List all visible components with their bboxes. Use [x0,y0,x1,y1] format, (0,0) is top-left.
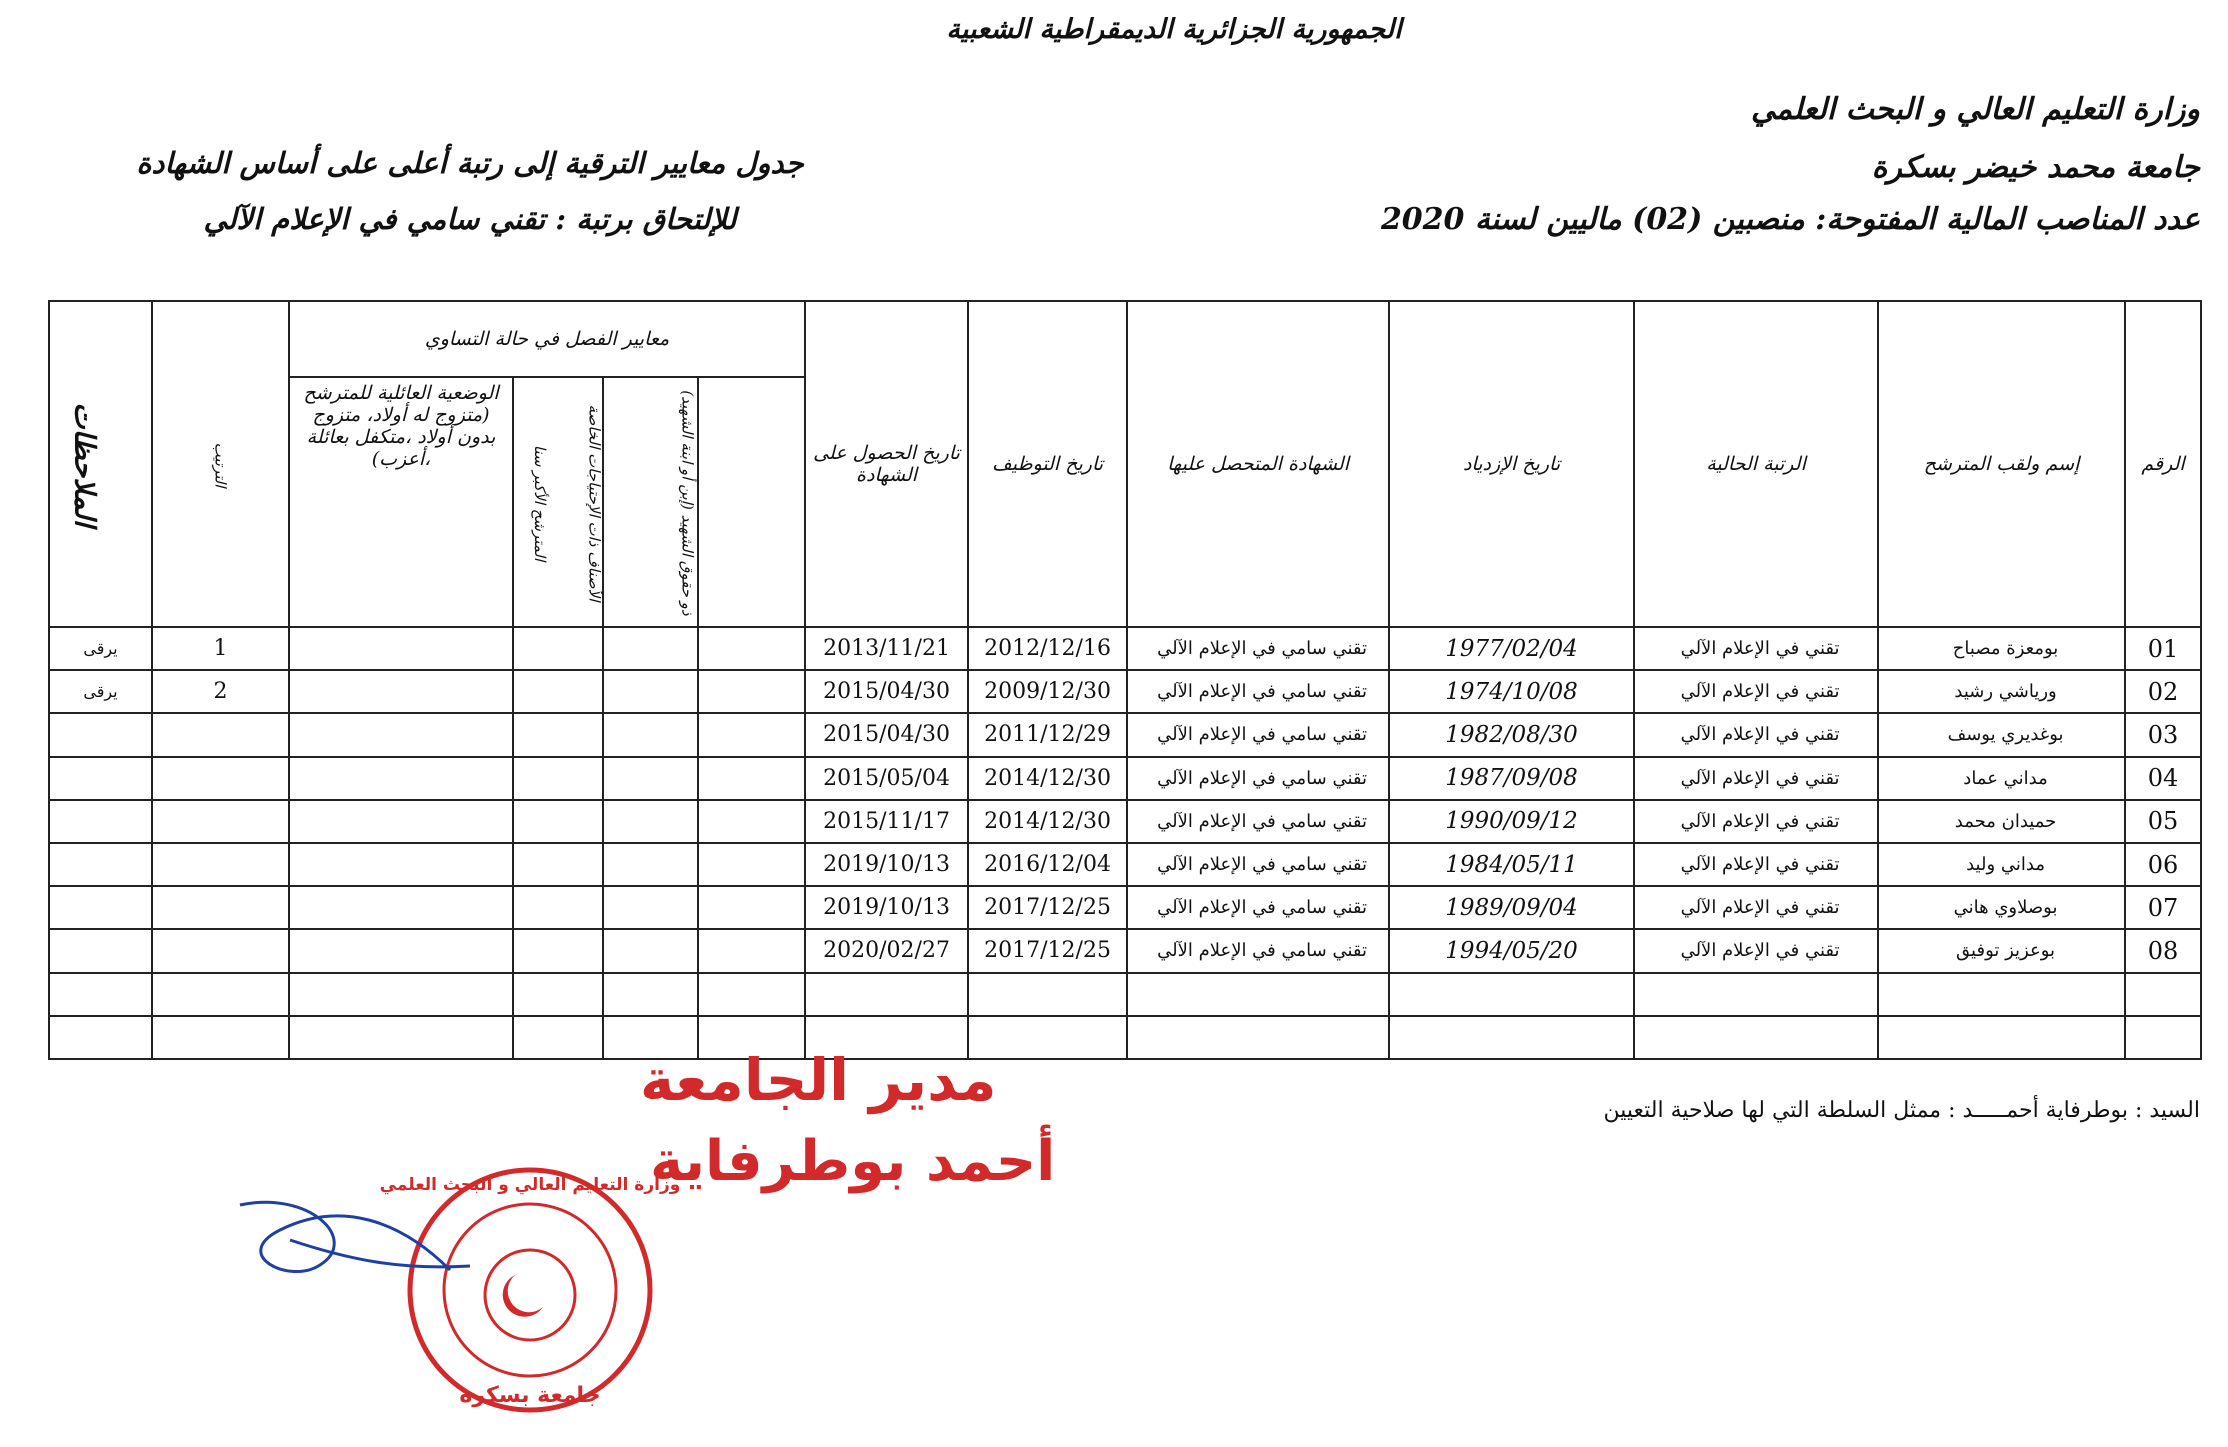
candidates-body [49,627,2201,1059]
cell-hire-date: 2012/12/16 [968,627,1127,670]
cell-martyr [698,800,805,843]
cell-oldest [513,713,603,756]
cell-martyr [698,670,805,713]
cell-grade: تقني في الإعلام الآلي [1634,843,1878,886]
cell-certificate: تقني سامي في الإعلام الآلي [1127,627,1389,670]
col-grade: الرتبة الحالية [1634,301,1878,627]
cell-note [49,713,152,756]
col-notes [49,301,152,627]
col-rank-label: الترتيب [211,442,230,488]
cell-oldest [513,670,603,713]
cell-cert-date: 2020/02/27 [805,929,968,972]
cell-special-needs [603,800,698,843]
cell-oldest [513,800,603,843]
cell-cert-date: 2015/04/30 [805,713,968,756]
col-cert-date: تاريخ الحصول على الشهادة [805,301,968,627]
cell-birth-date [1389,1016,1634,1059]
cell-name [1878,1016,2125,1059]
cell-special-needs [603,757,698,800]
cell-name: حميدان محمد [1878,800,2125,843]
table-row [49,670,2201,713]
col-family: الوضعية العائلية للمترشح (متزوج له أولاد، متزوج بدون أولاد ،متكفل بعائلة ،أعزب) [289,377,513,627]
cell-certificate: تقني سامي في الإعلام الآلي [1127,843,1389,886]
table-title: جدول معايير الترقية إلى رتبة أعلى على أساس الشهادة [136,146,804,180]
cell-num: 03 [2125,713,2201,756]
cell-name: بوغديري يوسف [1878,713,2125,756]
cell-birth-date: 1994/05/20 [1389,929,1634,972]
cell-family [289,627,513,670]
cell-name [1878,973,2125,1016]
cell-grade: تقني في الإعلام الآلي [1634,929,1878,972]
cell-oldest [513,843,603,886]
cell-cert-date: 2015/05/04 [805,757,968,800]
cell-birth-date: 1977/02/04 [1389,627,1634,670]
col-name: إسم ولقب المترشح [1878,301,2125,627]
cell-name: ورياشي رشيد [1878,670,2125,713]
cell-grade: تقني في الإعلام الآلي [1634,713,1878,756]
stamp-title: مدير الجامعة [640,1046,997,1114]
col-oldest-label: المترشح الأكبر سنا [530,444,549,562]
cell-birth-date: 1989/09/04 [1389,886,1634,929]
cell-grade: تقني في الإعلام الآلي [1634,627,1878,670]
cell-cert-date [805,973,968,1016]
cell-certificate: تقني سامي في الإعلام الآلي [1127,713,1389,756]
cell-family [289,973,513,1016]
cell-num: 04 [2125,757,2201,800]
cell-certificate: تقني سامي في الإعلام الآلي [1127,886,1389,929]
cell-rank [152,800,289,843]
cell-birth-date [1389,973,1634,1016]
cell-family [289,670,513,713]
cell-hire-date: 2009/12/30 [968,670,1127,713]
cell-hire-date: 2014/12/30 [968,757,1127,800]
cell-num [2125,973,2201,1016]
cell-certificate [1127,973,1389,1016]
table-row [49,973,2201,1016]
cell-hire-date: 2014/12/30 [968,800,1127,843]
table-row [49,713,2201,756]
cell-note [49,929,152,972]
cell-certificate: تقني سامي في الإعلام الآلي [1127,800,1389,843]
cell-martyr [698,627,805,670]
cell-name: مداني عماد [1878,757,2125,800]
cell-family [289,843,513,886]
round-seal [380,1170,681,1410]
cell-num: 08 [2125,929,2201,972]
cell-rank [152,713,289,756]
col-birth: تاريخ الإزدياد [1389,301,1634,627]
cell-certificate: تقني سامي في الإعلام الآلي [1127,757,1389,800]
cell-note: يرقى [49,670,152,713]
cell-martyr [698,929,805,972]
cell-num [2125,1016,2201,1059]
cell-num: 02 [2125,670,2201,713]
cell-num: 01 [2125,627,2201,670]
republic-heading: الجمهورية الجزائرية الديمقراطية الشعبية [946,14,1402,45]
col-martyr-label: ذو حقوق الشهيد (إبن أو ابنة الشهيد) [678,390,697,616]
cell-special-needs [603,627,698,670]
cell-certificate [1127,1016,1389,1059]
criteria-table [48,300,2202,1060]
cell-hire-date: 2011/12/29 [968,713,1127,756]
cell-note [49,843,152,886]
table-row [49,886,2201,929]
col-tie-criteria: معايير الفصل في حالة التساوي [289,301,805,377]
cell-note [49,1016,152,1059]
cell-family [289,886,513,929]
cell-martyr [698,713,805,756]
cell-birth-date: 1984/05/11 [1389,843,1634,886]
col-rank [152,301,289,627]
cell-rank: 1 [152,627,289,670]
cell-rank [152,973,289,1016]
cell-special-needs [603,843,698,886]
target-grade-title: للإلتحاق برتبة : تقني سامي في الإعلام الآلي [203,202,737,236]
cell-name: مداني وليد [1878,843,2125,886]
cell-note [49,886,152,929]
cell-special-needs [603,713,698,756]
cell-special-needs [603,886,698,929]
cell-rank [152,886,289,929]
cell-grade [1634,973,1878,1016]
cell-rank [152,757,289,800]
cell-cert-date: 2019/10/13 [805,886,968,929]
cell-oldest [513,627,603,670]
cell-oldest [513,886,603,929]
cell-grade: تقني في الإعلام الآلي [1634,670,1878,713]
cell-rank: 2 [152,670,289,713]
col-hire: تاريخ التوظيف [968,301,1127,627]
cell-note [49,757,152,800]
appointing-authority: السيد : بوطرفاية أحمـــــد : ممثل السلطة التي لها صلاحية التعيين [1603,1098,2200,1123]
open-posts-line: عدد المناصب المالية المفتوحة: منصبين (02) ماليين لسنة 2020 [1380,202,2200,237]
cell-special-needs [603,929,698,972]
cell-cert-date: 2019/10/13 [805,843,968,886]
cell-note [49,800,152,843]
cell-special-needs [603,670,698,713]
ministry-heading: وزارة التعليم العالي و البحث العلمي [1751,92,2200,127]
cell-cert-date: 2015/04/30 [805,670,968,713]
cell-hire-date: 2016/12/04 [968,843,1127,886]
cell-name: بوعزيز توفيق [1878,929,2125,972]
cell-family [289,713,513,756]
cell-grade: تقني في الإعلام الآلي [1634,886,1878,929]
cell-birth-date: 1974/10/08 [1389,670,1634,713]
cell-note: يرقى [49,627,152,670]
table-row [49,627,2201,670]
col-num: الرقم [2125,301,2201,627]
cell-certificate: تقني سامي في الإعلام الآلي [1127,929,1389,972]
cell-name: بومعزة مصباح [1878,627,2125,670]
cell-hire-date: 2017/12/25 [968,929,1127,972]
cell-hire-date: 2017/12/25 [968,886,1127,929]
seal-ministry: وزارة التعليم العالي و البحث العلمي [379,1175,681,1195]
cell-num: 07 [2125,886,2201,929]
col-special-needs-label: الأصناف ذات الإحتياجات الخاصة [585,404,604,602]
cell-grade: تقني في الإعلام الآلي [1634,757,1878,800]
cell-cert-date: 2013/11/21 [805,627,968,670]
cell-oldest [513,929,603,972]
cell-num: 05 [2125,800,2201,843]
cell-hire-date [968,973,1127,1016]
seal-university: جامعة بسكرة [459,1383,601,1408]
table-row [49,929,2201,972]
cell-birth-date: 1982/08/30 [1389,713,1634,756]
col-notes-label: الملاحظات [68,401,102,527]
university-heading: جامعة محمد خيضر بسكرة [1871,150,2200,185]
cell-birth-date: 1987/09/08 [1389,757,1634,800]
cell-rank [152,929,289,972]
cell-num: 06 [2125,843,2201,886]
cell-certificate: تقني سامي في الإعلام الآلي [1127,670,1389,713]
cell-martyr [698,843,805,886]
cell-oldest [513,973,603,1016]
cell-martyr [698,973,805,1016]
cell-family [289,929,513,972]
cell-note [49,973,152,1016]
cell-martyr [698,886,805,929]
cell-birth-date: 1990/09/12 [1389,800,1634,843]
cell-martyr [698,757,805,800]
table-row [49,843,2201,886]
col-martyr [678,377,805,627]
cell-family [289,800,513,843]
cell-rank [152,843,289,886]
cell-grade: تقني في الإعلام الآلي [1634,800,1878,843]
cell-grade [1634,1016,1878,1059]
university-stamp [170,1040,1056,1440]
cell-cert-date: 2015/11/17 [805,800,968,843]
cell-family [289,757,513,800]
table-row [49,757,2201,800]
stamp-name: أحمد بوطرفاية [650,1129,1056,1194]
cell-name: بوصلاوي هاني [1878,886,2125,929]
table-row [49,800,2201,843]
cell-oldest [513,757,603,800]
cell-special-needs [603,973,698,1016]
col-cert: الشهادة المتحصل عليها [1127,301,1389,627]
